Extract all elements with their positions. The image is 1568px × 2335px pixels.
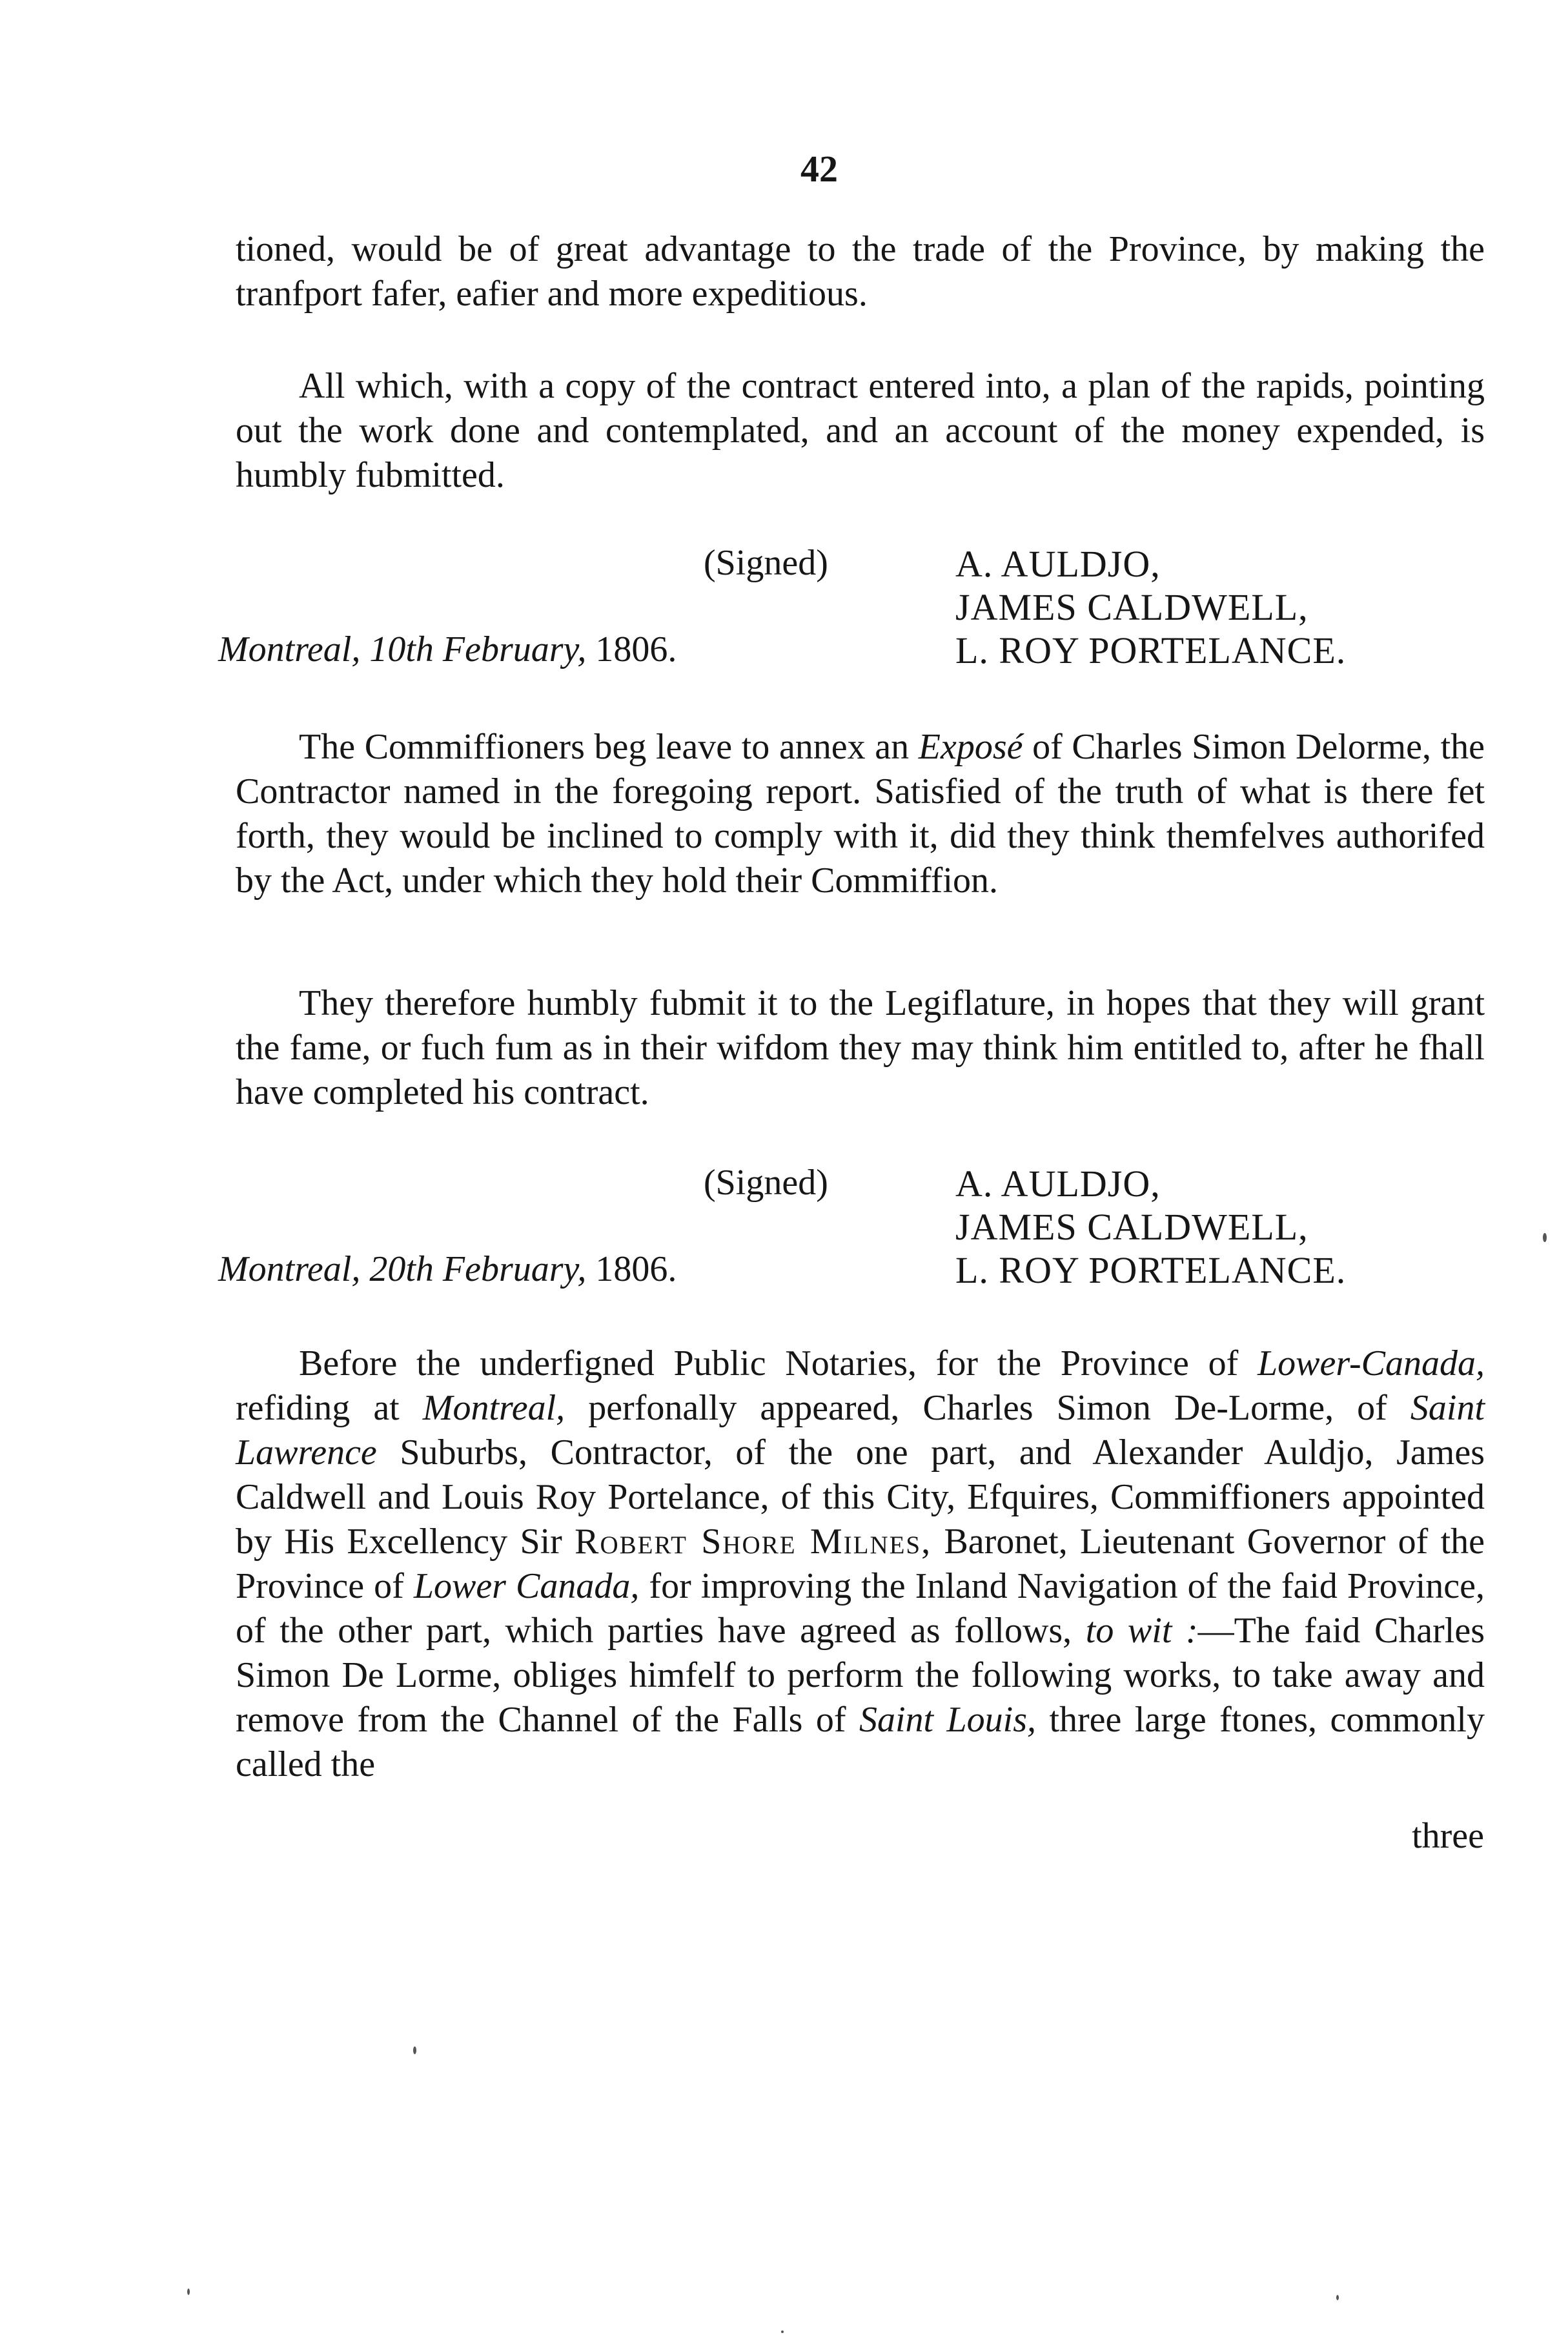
paragraph-legislature-text: They therefore humbly fubmit it to the Legiflature, in hopes that they will grant the fame, or fuch fum as in their wifdom they may think him entitled to, after he fhall have completed his contract.: [236, 983, 1485, 1112]
paragraph-submission: [236, 364, 1485, 498]
deed-text: three large ftones, commonly called the: [236, 1700, 1485, 1784]
dateline-day: 20th: [369, 1249, 434, 1289]
place-italic: Saint Louis,: [859, 1700, 1037, 1740]
signatory-name: JAMES CALDWELL,: [955, 586, 1308, 628]
dateline-year: 1806.: [595, 629, 677, 669]
to-wit-italic: to wit :: [1085, 1611, 1198, 1651]
deed-text: perfonally appeared, Charles Simon De-Lorme, of: [565, 1388, 1410, 1428]
deed-text: —The faid Charles Simon De Lorme, obliges himfelf to perform the following works, to take away and remove from the Channel of the Falls of: [236, 1611, 1485, 1740]
dateline-day: 10th: [369, 629, 434, 669]
deed-text: Baronet, Lieutenant Governor of the Province of: [236, 1522, 1485, 1606]
scan-speck: [1543, 1233, 1547, 1242]
paragraph-expose-text-b: of Charles Simon Delorme, the Contractor named in the foregoing report. Satisfied of the truth of what is there fet forth, they would be inclined to comply with it, did they think themfelves authorifed by the Act, under which they hold their Commiffion.: [236, 727, 1485, 901]
page-number: 42: [800, 148, 838, 190]
paragraph-legislature: [236, 981, 1485, 1115]
paragraph-expose-text-a: The Commiffioners beg leave to annex an: [299, 727, 919, 767]
signatory-names: [955, 542, 1346, 672]
deed-text: refiding at: [236, 1388, 423, 1428]
signatory-name: JAMES CALDWELL,: [955, 1206, 1308, 1248]
paragraph-continuation: tioned, would be of great advantage to the trade of the Province, by making the tranfport fafer, eafier and more expeditious.: [236, 229, 1485, 314]
deed-text: for improving the Inland Navigation of the faid Province, of the other part, which parties have agreed as follows,: [236, 1566, 1485, 1651]
scan-speck: [413, 2046, 416, 2054]
paragraph-submission-text: All which, with a copy of the contract entered into, a plan of the rapids, pointing out the work done and contemplated, and an account of the money expended, is humbly fubmitted.: [236, 366, 1485, 495]
signatory-name: A. AULDJO,: [955, 543, 1161, 585]
expose-italic: Exposé: [918, 727, 1023, 767]
signed-label: (Signed): [704, 543, 828, 583]
paragraph-expose: [236, 725, 1485, 903]
signatory-names: [955, 1162, 1346, 1292]
scan-speck: [781, 2330, 784, 2333]
place-italic: Lower-Canada,: [1257, 1343, 1485, 1383]
place-italic: Saint Lawrence: [236, 1388, 1485, 1473]
dateline-year: 1806.: [595, 1249, 677, 1289]
paragraph-notarial-deed: [236, 1341, 1485, 1787]
place-italic: Montreal,: [422, 1388, 565, 1428]
governor-name: Robert Shore Milnes,: [575, 1522, 932, 1562]
deed-text: Suburbs, Contractor, of the one part, and Alexander Auldjo, James Caldwell and Louis Roy Portelance, of this City, Efquires, Commiffioners appointed by His Excellency Sir: [236, 1433, 1485, 1562]
signatory-name: A. AULDJO,: [955, 1163, 1161, 1205]
signed-label: (Signed): [704, 1163, 828, 1203]
signatory-name: L. ROY PORTELANCE.: [955, 629, 1347, 671]
scan-speck: [1336, 2295, 1339, 2300]
dateline: [218, 629, 677, 670]
catchword: three: [1412, 1816, 1484, 1856]
deed-text: Before the underfigned Public Notaries, for the Province of: [299, 1343, 1257, 1383]
dateline-place: Montreal,: [218, 629, 361, 669]
dateline-month: February,: [442, 1249, 587, 1289]
signatory-name: L. ROY PORTELANCE.: [955, 1249, 1347, 1291]
place-italic: Lower Canada,: [413, 1566, 640, 1606]
dateline: [218, 1249, 677, 1290]
dateline-place: Montreal,: [218, 1249, 361, 1289]
scan-speck: [187, 2289, 190, 2295]
dateline-month: February,: [442, 629, 587, 669]
